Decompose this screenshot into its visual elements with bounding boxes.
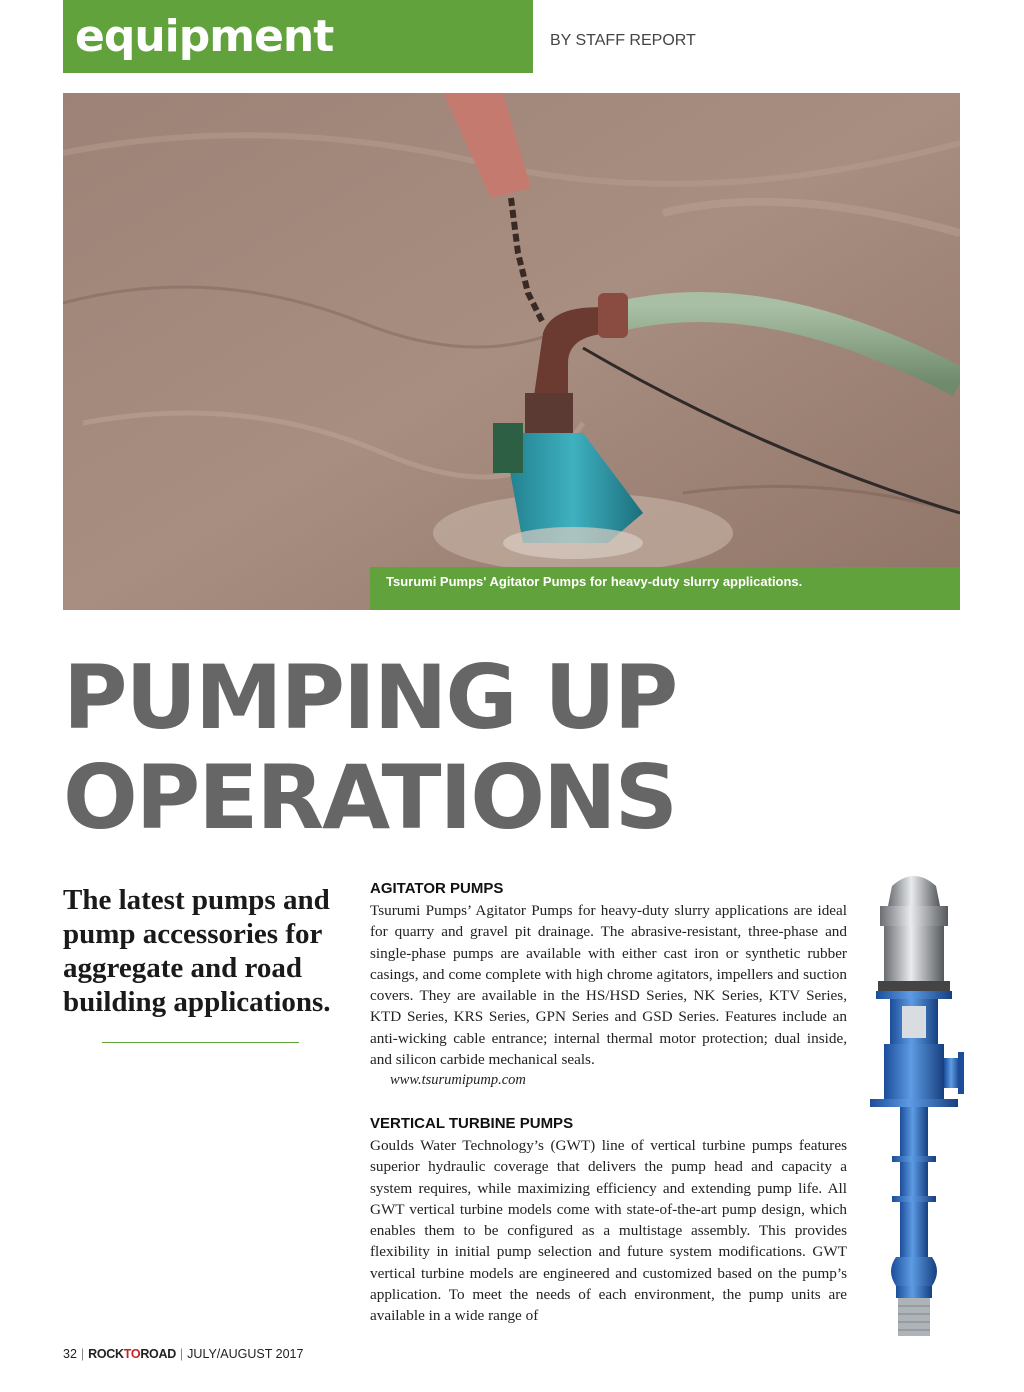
page-footer: 32 | ROCKTOROAD | JULY/AUGUST 2017 — [63, 1347, 304, 1361]
headline-line-1: PUMPING UP — [63, 646, 677, 749]
issue-date: JULY/AUGUST 2017 — [187, 1347, 304, 1361]
article-vertical-turbine-pumps — [370, 1115, 847, 1327]
vertical-turbine-pump-image — [862, 866, 966, 1342]
photo-caption: Tsurumi Pumps' Agitator Pumps for heavy-duty slurry applications. — [370, 567, 960, 610]
article-body: Goulds Water Technology’s (GWT) line of vertical turbine pumps features superior hydraulic coverage that delivers the pump head and capacity a system requires, while maximizing efficiency and extending pump life. All GWT vertical turbine models come with state-of-the-art pump design, which enables them to be configured as a multistage assembly. This provides flexibility in initial pump selection and future system modifications. GWT vertical turbine models are engineered and customized based on the pump’s application. To meet the needs of each environment, the pump units are available in a wide range of — [370, 1137, 847, 1325]
article-agitator-pumps — [370, 880, 847, 1091]
section-banner: equipment — [63, 0, 533, 73]
article-heading: VERTICAL TURBINE PUMPS — [370, 1115, 574, 1132]
headline-line-2: OPERATIONS — [63, 746, 677, 849]
byline: BY STAFF REPORT — [550, 32, 696, 49]
publication-logo: ROCKTOROAD — [88, 1347, 176, 1361]
deck: The latest pumps and pump accessories for aggregate and road building applications. — [63, 884, 331, 1018]
article-url-link[interactable]: www.tsurumipump.com — [390, 1072, 526, 1089]
headline — [63, 648, 863, 848]
hero-photo — [63, 93, 960, 610]
article-heading: AGITATOR PUMPS — [370, 880, 504, 897]
article-body: Tsurumi Pumps’ Agitator Pumps for heavy-duty slurry applications are ideal for quarry and gravel pit drainage. The abrasive-resistant, three-phase and single-phase pumps are available with either cast iron or synthetic rubber casings, and come complete with high chrome agitators, impellers and suction covers. They are available in the HS/HSD Series, NK Series, KTV Series, KTD Series, KRS Series, GPN Series and GSD Series. Features include an anti-wicking cable entrance; internal thermal motor protection; dual inside, and silicon carbide mechanical seals. — [370, 902, 847, 1069]
deck-divider — [102, 1042, 299, 1043]
page-number: 32 — [63, 1347, 77, 1361]
